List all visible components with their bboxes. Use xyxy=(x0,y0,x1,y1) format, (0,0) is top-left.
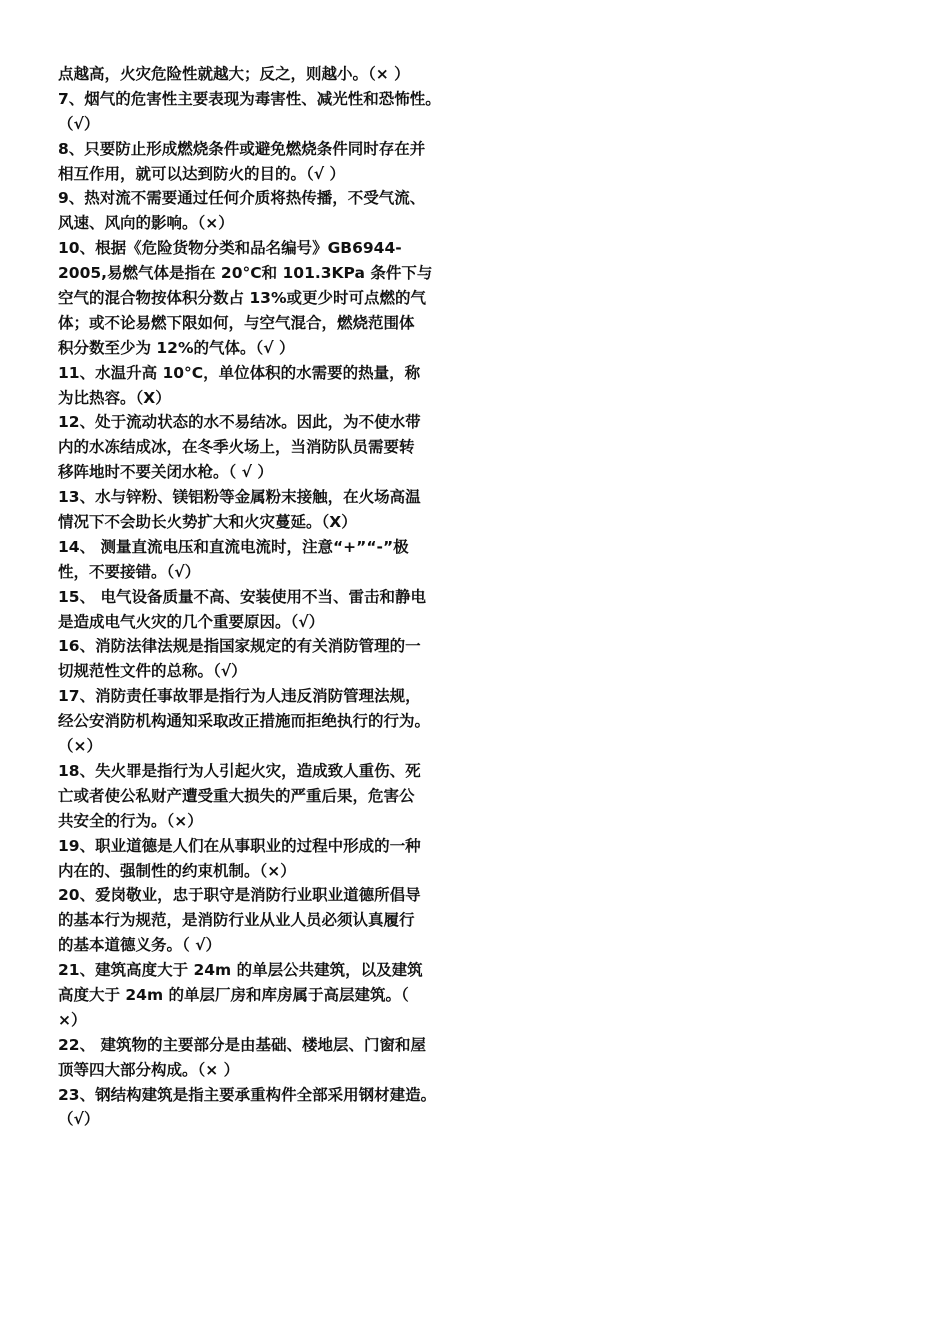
text-line: （√） xyxy=(58,1110,100,1129)
text-line: 积分数至少为 12%的气体。（√ ） xyxy=(58,338,295,357)
text-line: 9、热对流不需要通过任何介质将热传播，不受气流、 xyxy=(58,189,426,208)
text-line: 风速、风向的影响。（×） xyxy=(58,214,234,233)
text-line: 内的水冻结成冰，在冬季火场上，当消防队员需要转 xyxy=(58,438,415,457)
text-line: 21、建筑高度大于 24m 的单层公共建筑，以及建筑 xyxy=(58,961,423,980)
text-line: 顶等四大部分构成。（× ） xyxy=(58,1060,240,1079)
text-line: 空气的混合物按体积分数占 13%或更少时可点燃的气 xyxy=(58,289,426,308)
text-line: 的基本道德义务。（ √） xyxy=(58,936,221,955)
text-line: 10、根据《危险货物分类和品名编号》GB6944- xyxy=(58,239,402,258)
text-line: 是造成电气火灾的几个重要原因。（√） xyxy=(58,612,325,631)
text-line: （×） xyxy=(58,737,102,756)
text-line: 内在的、强制性的约束机制。（×） xyxy=(58,861,296,880)
document-page xyxy=(58,62,478,1132)
text-line: 切规范性文件的总称。（√） xyxy=(58,662,247,681)
text-line: 8、只要防止形成燃烧条件或避免燃烧条件同时存在并 xyxy=(58,139,426,158)
text-line: 11、水温升高 10°C，单位体积的水需要的热量，称 xyxy=(58,363,421,382)
text-line: 性，不要接错。（√） xyxy=(58,562,201,581)
text-line: 23、钢结构建筑是指主要承重构件全部采用钢材建造。 xyxy=(58,1085,437,1104)
text-line: ×） xyxy=(58,1010,87,1029)
text-line: 20、爱岗敬业，忠于职守是消防行业职业道德所倡导 xyxy=(58,886,421,905)
text-line: 体；或不论易燃下限如何，与空气混合，燃烧范围体 xyxy=(58,313,415,332)
text-line: 点越高，火灾危险性就越大；反之，则越小。（× ） xyxy=(58,65,410,83)
text-line: 高度大于 24m 的单层厂房和库房属于高层建筑。（ xyxy=(58,985,409,1004)
text-line: 14、 测量直流电压和直流电流时，注意“+”“-”极 xyxy=(58,537,409,556)
text-line: 12、处于流动状态的水不易结冰。因此，为不使水带 xyxy=(58,413,421,432)
text-line: 相互作用，就可以达到防火的目的。（√ ） xyxy=(58,164,345,183)
text-line: 2005,易燃气体是指在 20°C和 101.3KPa 条件下与 xyxy=(58,264,433,283)
text-line: 的基本行为规范，是消防行业从业人员必须认真履行 xyxy=(58,911,415,930)
text-line: 7、烟气的危害性主要表现为毒害性、减光性和恐怖性。 xyxy=(58,89,441,108)
text-line: 经公安消防机构通知采取改正措施而拒绝执行的行为。 xyxy=(58,712,431,731)
text-line: 18、失火罪是指行为人引起火灾，造成致人重伤、死 xyxy=(58,761,421,780)
text-line: 情况下不会助长火势扩大和火灾蔓延。（X） xyxy=(58,513,357,532)
text-line: 16、消防法律法规是指国家规定的有关消防管理的一 xyxy=(58,637,421,656)
text-line: 19、职业道德是人们在从事职业的过程中形成的一种 xyxy=(58,836,421,855)
text-line: 17、消防责任事故罪是指行为人违反消防管理法规， xyxy=(58,687,421,706)
text-line: （√） xyxy=(58,114,100,133)
text-line: 共安全的行为。（×） xyxy=(58,811,203,830)
text-line: 13、水与锌粉、镁铝粉等金属粉末接触，在火场高温 xyxy=(58,488,421,507)
text-line: 亡或者使公私财产遭受重大损失的严重后果，危害公 xyxy=(58,786,415,805)
text-line: 15、 电气设备质量不高、安装使用不当、雷击和静电 xyxy=(58,587,426,606)
text-line: 移阵地时不要关闭水枪。（ √ ） xyxy=(58,463,273,482)
text-line: 22、 建筑物的主要部分是由基础、楼地层、门窗和屋 xyxy=(58,1035,426,1054)
text-line: 为比热容。（X） xyxy=(58,388,171,407)
